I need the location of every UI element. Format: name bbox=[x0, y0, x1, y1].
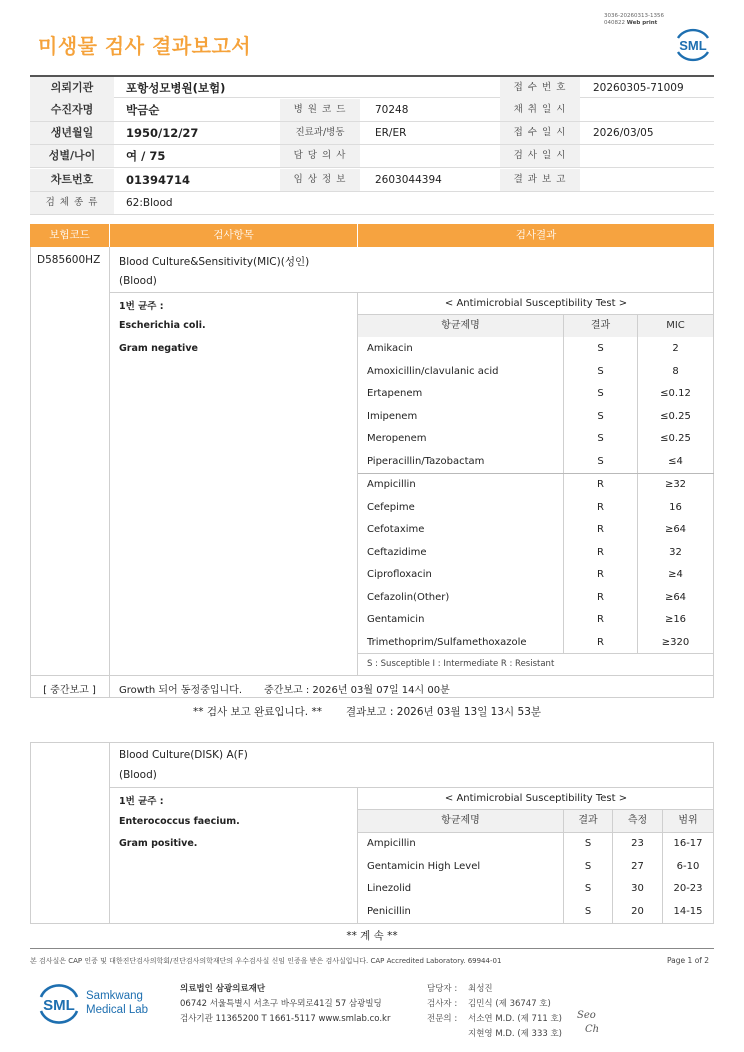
dept-label: 진료과/병동 bbox=[280, 122, 360, 144]
disk-measure: 23 bbox=[631, 838, 644, 849]
info-row-2 bbox=[30, 99, 714, 122]
disk-measure: 20 bbox=[631, 906, 644, 917]
ast-mic: 16 bbox=[669, 502, 682, 513]
ast-result: R bbox=[597, 479, 604, 490]
ast-result: R bbox=[597, 547, 604, 558]
collect-dt-label: 채 취 일 시 bbox=[500, 99, 580, 121]
staff-name: 김민식 (제 36747 호) bbox=[468, 999, 551, 1009]
ast-result: S bbox=[597, 388, 604, 399]
ast-drug-name: Gentamicin bbox=[367, 614, 425, 625]
interim-text: Growth 되어 동정중입니다. bbox=[119, 685, 243, 696]
hospital-code-value: 70248 bbox=[375, 104, 409, 116]
ast-result: S bbox=[597, 366, 604, 377]
ast-result: R bbox=[597, 592, 604, 603]
test1-col-drug: 항균제명 bbox=[358, 315, 563, 337]
ast-mic: ≤4 bbox=[668, 456, 683, 467]
ast-result: R bbox=[597, 637, 604, 648]
ast-result: R bbox=[597, 502, 604, 513]
ast-mic: 2 bbox=[672, 343, 679, 354]
signature-1: Seo bbox=[577, 1010, 596, 1021]
disk-drug-name: Penicillin bbox=[367, 906, 411, 917]
signature-2: Ch bbox=[585, 1024, 600, 1035]
org-value: 포항성모병원(보험) bbox=[126, 81, 226, 95]
test1-organism: Escherichia coli. bbox=[119, 320, 206, 331]
test1-ast-title: < Antimicrobial Susceptibility Test > bbox=[444, 298, 628, 309]
test2-specimen: (Blood) bbox=[119, 769, 157, 781]
report-label: 결 과 보 고 bbox=[500, 169, 580, 191]
footer-logo-sub1: Samkwang bbox=[86, 990, 143, 1002]
chart-no-value: 01394714 bbox=[126, 173, 191, 187]
disk-range: 6-10 bbox=[676, 861, 700, 872]
ast-drug-name: Cefazolin(Other) bbox=[367, 592, 450, 603]
chart-no-label: 차트번호 bbox=[30, 169, 114, 191]
specimen-value: 62:Blood bbox=[126, 197, 173, 209]
test1-specimen: (Blood) bbox=[119, 275, 157, 287]
footer-notice: 본 검사실은 CAP 인증 및 대한진단검사의학회/진단검사의학재단의 우수검사실 신임 인증을 받은 검사실입니다. CAP Accredited Laboratory. 69944-01 bbox=[30, 957, 502, 965]
ast-mic: 32 bbox=[669, 547, 682, 558]
test2-gram: Gram positive. bbox=[119, 838, 198, 849]
doctor-label: 담 당 의 사 bbox=[280, 145, 360, 167]
test1-col-mic: MIC bbox=[638, 315, 713, 337]
dob-label: 생년월일 bbox=[30, 122, 114, 144]
test2-name: Blood Culture(DISK) A(F) bbox=[119, 749, 248, 761]
test1-legend: S : Susceptible I : Intermediate R : Resistant bbox=[367, 659, 555, 669]
footer-logo-text: SML bbox=[43, 997, 75, 1014]
test2-col-measure: 측정 bbox=[613, 810, 662, 832]
disk-result: S bbox=[584, 838, 592, 849]
disk-range: 20-23 bbox=[673, 883, 703, 894]
info-row-1 bbox=[30, 75, 714, 98]
ast-result: S bbox=[597, 343, 604, 354]
ast-drug-name: Meropenem bbox=[367, 433, 427, 444]
footer-contact: 검사기관 11365200 T 1661-5117 www.smlab.co.kr bbox=[180, 1014, 391, 1024]
disk-range: 16-17 bbox=[673, 838, 703, 849]
test1-col-result: 결과 bbox=[564, 315, 637, 337]
disk-drug-name: Linezolid bbox=[367, 883, 412, 894]
ast-drug-name: Amikacin bbox=[367, 343, 413, 354]
hospital-code-label: 병 원 코 드 bbox=[280, 99, 360, 121]
ast-mic: ≥64 bbox=[664, 524, 687, 535]
ast-result: S bbox=[597, 456, 604, 467]
complete-text: ** 검사 보고 완료입니다. ** bbox=[193, 706, 322, 718]
header-code: 보험코드 bbox=[30, 224, 109, 247]
test2-col-drug: 항균제명 bbox=[358, 810, 563, 832]
org-label: 의뢰기관 bbox=[30, 77, 114, 99]
test1-gram: Gram negative bbox=[119, 343, 198, 354]
report-title: 미생물 검사 결과보고서 bbox=[38, 34, 252, 58]
dob-value: 1950/12/27 bbox=[126, 126, 199, 140]
ast-drug-name: Piperacillin/Tazobactam bbox=[367, 456, 485, 467]
ast-drug-name: Trimethoprim/Sulfamethoxazole bbox=[367, 637, 527, 648]
info-row-3 bbox=[30, 122, 714, 145]
disk-drug-name: Ampicillin bbox=[367, 838, 416, 849]
test1-isolate-label: 1번 균주 : bbox=[119, 301, 164, 312]
info-row-5 bbox=[30, 169, 714, 192]
sex-age-value: 여 / 75 bbox=[126, 149, 166, 163]
ast-drug-name: Ampicillin bbox=[367, 479, 416, 490]
disk-range: 14-15 bbox=[673, 906, 703, 917]
ast-mic: ≥4 bbox=[668, 569, 683, 580]
footer-sml-logo-icon bbox=[36, 982, 82, 1026]
receipt-dt-label: 접 수 일 시 bbox=[500, 122, 580, 144]
name-label: 수진자명 bbox=[30, 99, 114, 121]
ast-mic: ≥64 bbox=[664, 592, 687, 603]
print-code-line1: 3036-20260313-1356 bbox=[604, 13, 664, 19]
ast-drug-name: Ceftazidime bbox=[367, 547, 427, 558]
ast-drug-name: Ertapenem bbox=[367, 388, 423, 399]
print-code bbox=[604, 13, 664, 27]
info-row-4 bbox=[30, 145, 714, 168]
staff-role: 담당자 : bbox=[427, 984, 458, 994]
ast-result: S bbox=[597, 411, 604, 422]
ast-drug-name: Imipenem bbox=[367, 411, 418, 422]
ast-mic: ≥320 bbox=[661, 637, 690, 648]
ast-result: R bbox=[597, 524, 604, 535]
page-number: Page 1 of 2 bbox=[667, 956, 710, 965]
disk-drug-name: Gentamicin High Level bbox=[367, 861, 481, 872]
test2-col-range: 범위 bbox=[663, 810, 713, 832]
disk-result: S bbox=[584, 861, 592, 872]
ast-result: R bbox=[597, 569, 604, 580]
disk-measure: 30 bbox=[631, 883, 644, 894]
test2-isolate-label: 1번 균주 : bbox=[119, 796, 164, 807]
info-row-6 bbox=[30, 192, 714, 215]
staff-role: 전문의 : bbox=[427, 1014, 458, 1024]
disk-measure: 27 bbox=[631, 861, 644, 872]
ast-result: R bbox=[597, 614, 604, 625]
test-dt-label: 검 사 일 시 bbox=[500, 145, 580, 167]
interim-time: 중간보고 : 2026년 03월 07일 14시 00분 bbox=[264, 685, 450, 696]
ast-drug-name: Cefotaxime bbox=[367, 524, 425, 535]
final-time: 결과보고 : 2026년 03월 13일 13시 53분 bbox=[346, 706, 542, 718]
ast-drug-name: Amoxicillin/clavulanic acid bbox=[367, 366, 499, 377]
test2-organism: Enterococcus faecium. bbox=[119, 816, 240, 827]
ast-mic: 8 bbox=[672, 366, 679, 377]
staff-name: 서소연 M.D. (제 711 호) bbox=[468, 1014, 563, 1024]
header-item: 검사항목 bbox=[110, 224, 357, 247]
dept-value: ER/ER bbox=[375, 127, 407, 139]
staff-name: 지현영 M.D. (제 333 호) bbox=[468, 1029, 563, 1039]
specimen-label: 검 체 종 류 bbox=[30, 192, 114, 214]
sml-logo-icon bbox=[672, 26, 714, 64]
interim-label: [ 중간보고 ] bbox=[43, 685, 96, 696]
print-code-line2: 040822 bbox=[604, 20, 625, 26]
test2-col-result: 결과 bbox=[564, 810, 612, 832]
ast-mic: ≥32 bbox=[664, 479, 687, 490]
test1-code: D585600HZ bbox=[37, 254, 101, 266]
staff-role: 검사자 : bbox=[427, 999, 458, 1009]
receipt-no-value: 20260305-71009 bbox=[593, 82, 684, 94]
ast-drug-name: Ciprofloxacin bbox=[367, 569, 432, 580]
disk-result: S bbox=[584, 906, 592, 917]
ast-mic: ≤0.25 bbox=[660, 433, 691, 444]
header-result: 검사결과 bbox=[358, 224, 714, 247]
footer-foundation: 의료법인 삼광의료재단 bbox=[180, 984, 266, 994]
ast-mic: ≤0.12 bbox=[660, 388, 691, 399]
clinical-value: 2603044394 bbox=[375, 174, 442, 186]
test2-ast-title: < Antimicrobial Susceptibility Test > bbox=[444, 793, 628, 804]
clinical-label: 임 상 정 보 bbox=[280, 169, 360, 191]
receipt-dt-value: 2026/03/05 bbox=[593, 127, 654, 139]
footer-logo-sub2: Medical Lab bbox=[86, 1004, 149, 1016]
ast-mic: ≤0.25 bbox=[660, 411, 691, 422]
logo-text: SML bbox=[679, 38, 707, 53]
name-value: 박금순 bbox=[126, 103, 160, 117]
ast-drug-name: Cefepime bbox=[367, 502, 415, 513]
receipt-no-label: 접 수 번 호 bbox=[500, 77, 580, 99]
sex-age-label: 성별/나이 bbox=[30, 145, 114, 167]
staff-name: 최성진 bbox=[468, 984, 493, 994]
web-print-label: Web print bbox=[626, 20, 658, 26]
ast-result: S bbox=[597, 433, 604, 444]
footer-address: 06742 서울특별시 서초구 바우뫼로41길 57 삼광빌딩 bbox=[180, 999, 382, 1009]
ast-mic: ≥16 bbox=[664, 614, 687, 625]
continue-text: ** 계 속 ** bbox=[346, 930, 398, 942]
disk-result: S bbox=[584, 883, 592, 894]
test1-name: Blood Culture&Sensitivity(MIC)(성인) bbox=[119, 256, 310, 268]
